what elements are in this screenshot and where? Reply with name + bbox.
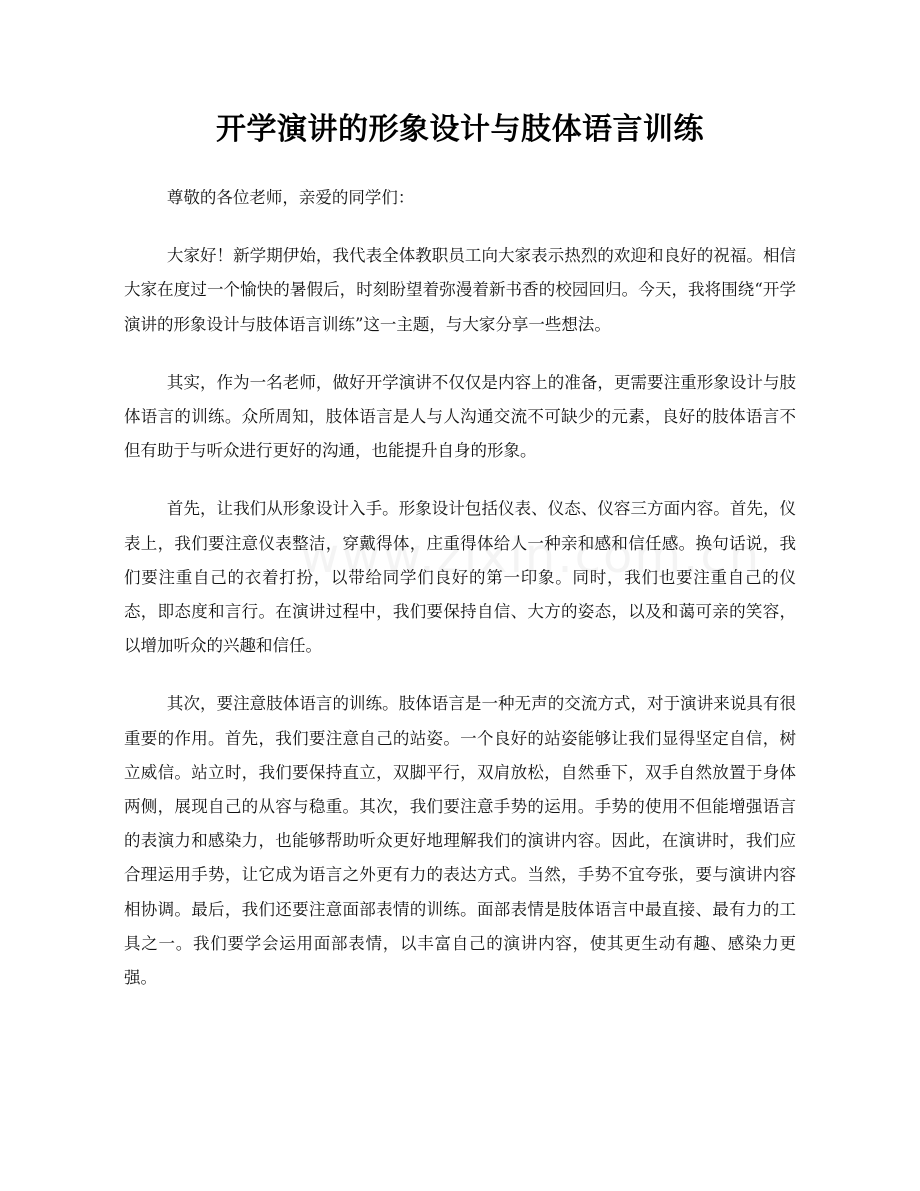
document-body <box>124 181 796 1019</box>
body-paragraph: 首先，让我们从形象设计入手。形象设计包括仪表、仪态、仪容三方面内容。首先，仪表上，我们要注意仪表整洁，穿戴得体，庄重得体给人一种亲和感和信任感。换句话说，我们要注重自己的衣着打扮，以带给同学们良好的第一印象。同时，我们也要注重自己的仪态，即态度和言行。在演讲过程中，我们要保持自信、大方的姿态，以及和蔼可亲的笑容，以增加听众的兴趣和信任。 <box>124 499 796 656</box>
salutation-paragraph: 尊敬的各位老师，亲爱的同学们： <box>166 188 415 207</box>
body-paragraph: 其次，要注意肢体语言的训练。肢体语言是一种无声的交流方式，对于演讲来说具有很重要的作用。首先，我们要注意自己的站姿。一个良好的站姿能够让我们显得坚定自信，树立威信。站立时，我们要保持直立，双脚平行，双肩放松，自然垂下，双手自然放置于身体两侧，展现自己的从容与稳重。其次，我们要注意手势的运用。手势的使用不但能增强语言的表演力和感染力，也能够帮助听众更好地理解我们的演讲内容。因此，在演讲时，我们应合理运用手势，让它成为语言之外更有力的表达方式。当然，手势不宜夸张，要与演讲内容相协调。最后，我们还要注意面部表情的训练。面部表情是肢体语言中最直接、最有力的工具之一。我们要学会运用面部表情，以丰富自己的演讲内容，使其更生动有趣、感染力更强。 <box>124 694 796 988</box>
document-title: 开学演讲的形象设计与肢体语言训练 <box>216 112 704 147</box>
body-paragraph: 其实，作为一名老师，做好开学演讲不仅仅是内容上的准备，更需要注重形象设计与肢体语言的训练。众所周知，肢体语言是人与人沟通交流不可缺少的元素，良好的肢体语言不但有助于与听众进行更好的沟通，也能提升自身的形象。 <box>124 372 796 461</box>
body-paragraph: 大家好！新学期伊始，我代表全体教职员工向大家表示热烈的欢迎和良好的祝福。相信大家在度过一个愉快的暑假后，时刻盼望着弥漫着新书香的校园回归。今天，我将围绕“开学演讲的形象设计与肢体语言训练”这一主题，与大家分享一些想法。 <box>124 246 796 334</box>
